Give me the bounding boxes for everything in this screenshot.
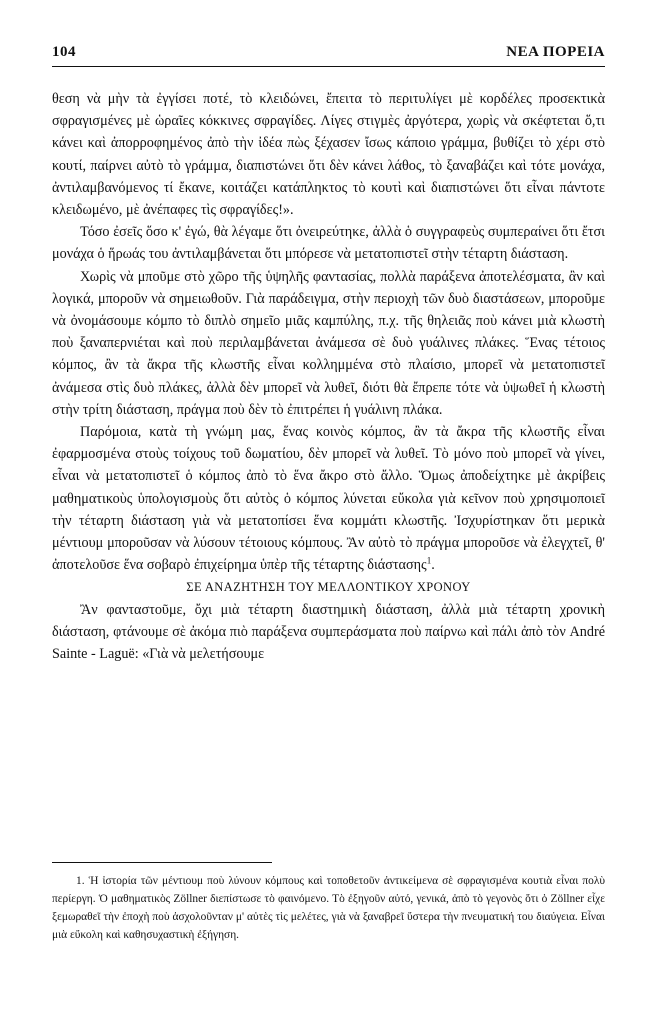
footnote-reference[interactable]: 1 xyxy=(426,555,432,566)
paragraph-3: Χωρὶς νὰ μποῦμε στὸ χῶρο τῆς ὑψηλῆς φαντασίας, πολλὰ παράξενα ἀποτελέσματα, ἂν καὶ λογικά, μποροῦν νὰ σημειωθοῦν. Γιὰ παράδειγμα, στὴν περιοχὴ τῶν δυὸ διαστάσεων, μποροῦμε νὰ ὀνομάσουμε κόμπο τὸ διπλὸ σημεῖο μιᾶς καμπύλης, π.χ. τῆς θηλειᾶς ποὺ κάνει μιὰ κλωστὴ ποὺ ξαναπερνιέται καὶ ποὺ περιλαμβάνεται ἀνάμεσα σὲ δυὸ γυάλινες πλάκες. Ἕνας τέτοιος κόμπος, ἂν τὰ ἄκρα τῆς κλωστῆς εἶναι κολλημμένα στὸ πλαίσιο, μπορεῖ νὰ μετατοπιστεῖ ἀνάμεσα στὶς δυὸ πλάκες, ἀλλὰ δὲν μπορεῖ νὰ λυθεῖ, διότι θὰ ἔπρεπε τότε νὰ ὑψωθεῖ ἡ κλωστὴ στὴν τρίτη διάσταση, πράγμα ποὺ δὲν τὸ ἐπιτρέπει ἡ γυάλινη πλάκα. xyxy=(52,268,605,418)
footnote-rule xyxy=(52,862,272,863)
body-text xyxy=(52,88,605,665)
paragraph-1: θεση νὰ μὴν τὰ ἐγγίσει ποτέ, τὸ κλειδώνει, ἔπειτα τὸ περιτυλίγει μὲ κορδέλες προσεκτικὰ σφραγισμένες μὲ ὡραῖες κόκκινες σφραγίδες. Λίγες στιγμὲς ἀργότερα, χωρὶς νὰ σκέφτεται ὅ,τι κάνει καὶ ἀπορροφημένος ἀπὸ τὴν ἰδέα πὼς ξέχασεν ἴσως κάποιο γράμμα, βυθίζει τὸ χέρι στὸ κουτί, παίρνει αὐτὸ τὸ γράμμα, διαπιστώνει ὅτι δὲν κάνει λάθος, τὸ ξαναβάζει καὶ τότε μονάχα, ἀντιλαμβανόμενος τί ἔκανε, κοιτάζει κατάπληκτος τὸ κουτὶ καὶ διαπιστώνει ὅτι εἶναι πάντοτε κλειδωμένο, μὲ ἀνέπαφες τὶς σφραγίδες!». xyxy=(52,91,605,219)
paragraph-2: Τόσο ἐσεῖς ὅσο κ' ἐγώ, θὰ λέγαμε ὅτι ὀνειρεύτηκε, ἀλλὰ ὁ συγγραφεὺς συμπεραίνει ὅτι ἔτσι μονάχα ὁ ἥρωάς του ἀντιλαμβάνεται ὅτι μπόρεσε νὰ μετατοπιστεῖ στὴν τέταρτη διάσταση. xyxy=(52,224,605,263)
running-title: ΝΕΑ ΠΟΡΕΙΑ xyxy=(506,44,605,60)
page-number: 104 xyxy=(52,44,76,60)
section-paragraph: Ἂν φανταστοῦμε, ὄχι μιὰ τέταρτη διαστημικὴ διάσταση, ἀλλὰ μιὰ τέταρτη χρονικὴ διάσταση, φτάνουμε σὲ ἀκόμα πιὸ παράξενα συμπεράσματα ποὺ παίρνω καὶ πάλι ἀπὸ τὸν André Sainte - Laguë: «Γιὰ νὰ μελετήσουμε xyxy=(52,601,605,663)
header-rule xyxy=(52,66,605,67)
page-header xyxy=(52,44,605,61)
section-title: ΣΕ ΑΝΑΖΗΤΗΣΗ ΤΟΥ ΜΕΛΛΟΝΤΙΚΟΥ ΧΡΟΝΟΥ xyxy=(186,580,471,595)
footnote xyxy=(52,872,605,944)
paragraph-4: Παρόμοια, κατὰ τὴ γνώμη μας, ἕνας κοινὸς κόμπος, ἂν τὰ ἄκρα τῆς κλωστῆς εἶναι ἐφαρμοσμένα στοὺς τοίχους τοῦ δωματίου, δὲν μπορεῖ νὰ λυθεῖ. Τὸ μόνο ποὺ μπορεῖ νὰ γίνει, εἶναι νὰ μετατοπιστεῖ ὁ κόμπος ἀπὸ τὸ ἕνα ἄκρο στὸ ἄλλο. Ὅμως ἀποδείχτηκε μὲ ἀκρίβεις μαθηματικοὺς ὑπολογισμοὺς ὅτι αὐτὸς ὁ κόμπος λύνεται εὔκολα γιὰ κεῖνον ποὺ χρησιμοποιεῖ τὴν τέταρτη διάσταση γιὰ νὰ μετατοπίσει ἕνα κομμάτι κλωστῆς. Ἰσχυρίστηκαν ὅτι μερικὰ μέντιουμ μποροῦσαν νὰ λύσουν τέτοιους κόμπους. Ἂν αὐτὸ τὸ πράγμα μποροῦσε νὰ ἐλεγχτεῖ, θ' ἀποτελοῦσε ἕνα σοβαρὸ ἐπιχείρημα ὑπὲρ τῆς τέταρτης διάστασης$^1$. xyxy=(52,424,605,574)
footnote-text: 1. Ἡ ἱστορία τῶν μέντιουμ ποὺ λύνουν κόμπους καὶ τοποθετοῦν ἀντικείμενα σὲ σφραγισμένα κουτιὰ εἶναι πολὺ περίεργη. Ὁ μαθηματικὸς Zöllner διεπίστωσε τὸ φαινόμενο. Τὸ ἐξηγοῦν αὐτό, γενικά, ἀπὸ τὸ γεγονὸς ὅτι ὁ Zöllner εἶχε ξεμωραθεῖ τὴν ἐποχὴ ποὺ ἀσχολοῦνταν μ' αὐτὲς τὶς μελέτες, γιὰ νὰ ξαναβρεῖ ὕστερα τὴν πνευματική του διαύγεια. Εἶναι μιὰ εὔκολη καὶ καθησυχαστικὴ ἐξήγηση. xyxy=(52,875,605,941)
paragraph-4-text: Παρόμοια, κατὰ τὴ γνώμη μας, ἕνας κοινὸς κόμπος, ἂν τὰ ἄκρα τῆς κλωστῆς εἶναι ἐφαρμοσμένα στοὺς τοίχους τοῦ δωματίου, δὲν μπορεῖ νὰ λυθεῖ. Τὸ μόνο ποὺ μπορεῖ νὰ γίνει, εἶναι νὰ μετατοπιστεῖ ὁ κόμπος ἀπὸ τὸ ἕνα ἄκρο στὸ ἄλλο. Ὅμως ἀποδείχτηκε μὲ ἀκρίβεις μαθηματικοὺς ὑπολογισμοὺς ὅτι αὐτὸς ὁ κόμπος λύνεται εὔκολα γιὰ κεῖνον ποὺ χρησιμοποιεῖ τὴν τέταρτη διάσταση γιὰ νὰ μετατοπίσει ἕνα κομμάτι κλωστῆς. Ἰσχυρίστηκαν ὅτι μερικὰ μέντιουμ μποροῦσαν νὰ λύσουν τέτοιους κόμπους. Ἂν αὐτὸ τὸ πράγμα μποροῦσε νὰ ἐλεγχτεῖ, θ' ἀποτελοῦσε ἕνα σοβαρὸ ἐπιχείρημα ὑπὲρ τῆς τέταρτης διάστασης xyxy=(52,424,605,574)
